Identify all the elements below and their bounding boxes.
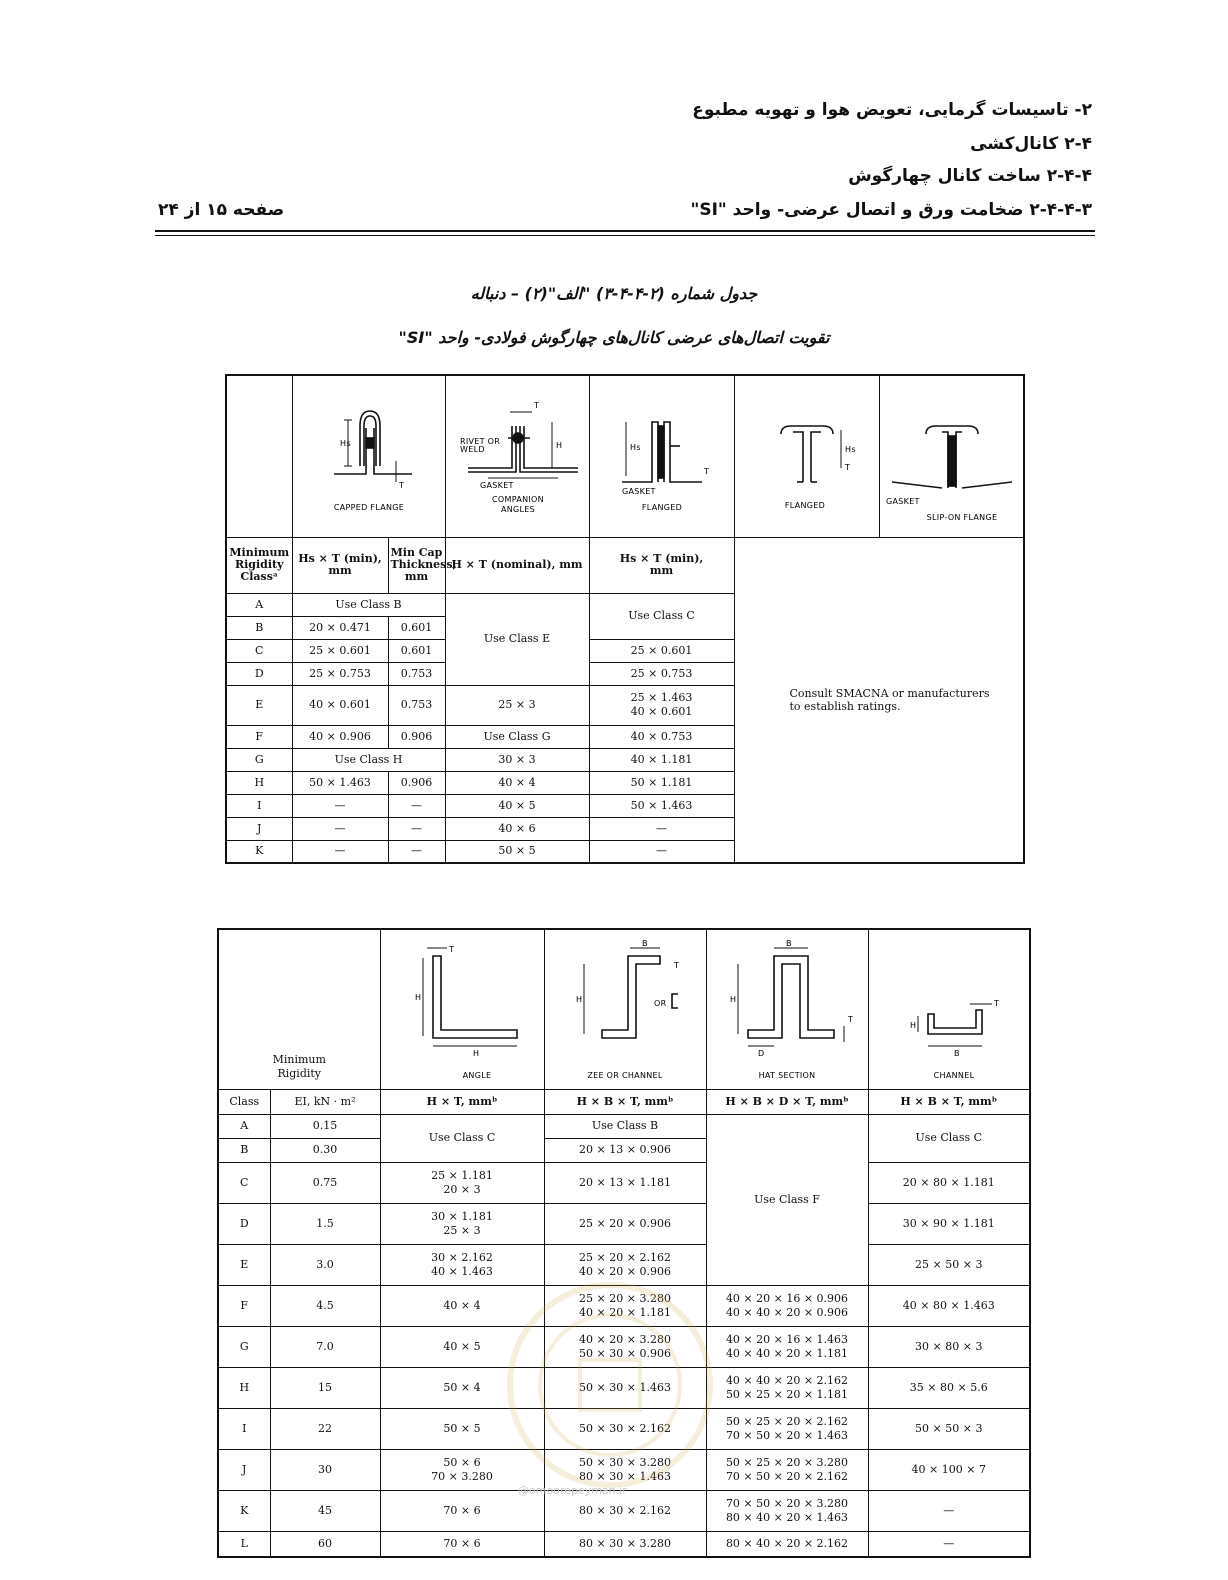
table-cell: 0.30 [270, 1138, 380, 1162]
angle-h2-label: H [473, 1049, 480, 1059]
capped-hs-label: Hs [339, 439, 351, 449]
flanged-label: FLANGED [641, 503, 682, 513]
table-cell: 0.753 [388, 662, 445, 685]
flanged-gasket-label: GASKET [621, 487, 656, 497]
table-cell: 50 × 30 × 3.280 80 × 30 × 1.463 [544, 1449, 706, 1490]
table-row [218, 1244, 1030, 1285]
slipon-label: SLIP-ON FLANGE [926, 513, 997, 523]
table-cell: — [589, 840, 734, 863]
table-cell: 25 × 0.601 [292, 639, 388, 662]
table-cell: 25 × 20 × 2.162 40 × 20 × 0.906 [544, 1244, 706, 1285]
table-cell: 25 × 1.463 40 × 0.601 [589, 685, 734, 725]
table-cell: — [388, 840, 445, 863]
table-cell: 40 × 6 [445, 817, 589, 840]
table-cell: I [218, 1408, 270, 1449]
table-cell: — [388, 794, 445, 817]
table-row [218, 1367, 1030, 1408]
table-cell: A [226, 593, 292, 616]
table-cell: E [226, 685, 292, 725]
table-cell: H [226, 771, 292, 794]
table-cell: G [218, 1326, 270, 1367]
table-cell: Use Class C [589, 593, 734, 639]
table-cell: 22 [270, 1408, 380, 1449]
figure-flanged [589, 375, 734, 537]
capped-t-label: T [398, 481, 404, 491]
table-cell: 0.15 [270, 1114, 380, 1138]
figure-companion-angles [445, 375, 589, 537]
flanged-t-label: T [703, 467, 709, 477]
figure-capped-flange [292, 375, 445, 537]
rivet-label-2: WELD [459, 445, 485, 455]
table-cell: J [226, 817, 292, 840]
table-cell: — [589, 817, 734, 840]
table-cell: 40 × 0.601 [292, 685, 388, 725]
table-cell: 80 × 40 × 20 × 2.162 [706, 1531, 868, 1557]
table-cell: — [292, 794, 388, 817]
table-cell: 30 × 90 × 1.181 [868, 1203, 1030, 1244]
table-row [218, 1114, 1030, 1138]
flanged2-t-label: T [844, 463, 850, 473]
table-cell: 7.0 [270, 1326, 380, 1367]
table-cell: 30 [270, 1449, 380, 1490]
table-cell: B [226, 616, 292, 639]
table-cell: 40 × 4 [380, 1285, 544, 1326]
table-cell: 3.0 [270, 1244, 380, 1285]
figure-angle [380, 929, 544, 1089]
table-subtitle: تقویت اتصال‌های عرضی کانال‌های چهارگوش فولادی- واحد "SI" [398, 328, 830, 347]
table-cell: 40 × 80 × 1.463 [868, 1285, 1030, 1326]
table-cell: 25 × 0.753 [292, 662, 388, 685]
table-cell: B [218, 1138, 270, 1162]
table-cell: 30 × 3 [445, 748, 589, 771]
table-cell: 40 × 4 [445, 771, 589, 794]
table-cell: 25 × 20 × 0.906 [544, 1203, 706, 1244]
header-flanged-hs-t: Hs × T (min), mm [589, 537, 734, 593]
channel-t-label: T [993, 999, 999, 1009]
table-cell: 1.5 [270, 1203, 380, 1244]
table-cell: 50 × 1.463 [292, 771, 388, 794]
blank-corner [226, 375, 292, 537]
header-line-3: ۲-۴-۴ ساخت کانال چهارگوش [848, 166, 1092, 186]
table-cell: — [292, 840, 388, 863]
table-cell: C [226, 639, 292, 662]
table-cell: 50 × 25 × 20 × 2.162 70 × 50 × 20 × 1.463 [706, 1408, 868, 1449]
header-angle: H × T, mmᵇ [380, 1089, 544, 1114]
table-cell: F [226, 725, 292, 748]
table-cell: 40 × 100 × 7 [868, 1449, 1030, 1490]
table-cell: Use Class B [544, 1114, 706, 1138]
flanged2-label: FLANGED [784, 501, 825, 511]
channel-h-label: H [909, 1021, 917, 1031]
table-cell: 50 × 5 [445, 840, 589, 863]
table-cell: 40 × 20 × 16 × 1.463 40 × 40 × 20 × 1.181 [706, 1326, 868, 1367]
table-cell: 20 × 0.471 [292, 616, 388, 639]
table-cell: 50 × 4 [380, 1367, 544, 1408]
table-cell: 50 × 1.181 [589, 771, 734, 794]
flanged-hs-label: Hs [629, 443, 641, 453]
header-capped-hs-t: Hs × T (min), mm [292, 537, 388, 593]
zee-b-label: B [642, 939, 648, 949]
table-cell: Use Class C [380, 1114, 544, 1162]
companion-label-2: ANGLES [500, 505, 535, 515]
header-ei: EI, kN · m² [270, 1089, 380, 1114]
table-cell: 40 × 5 [380, 1326, 544, 1367]
table-cell: 50 × 5 [380, 1408, 544, 1449]
table-cell: 40 × 20 × 16 × 0.906 40 × 40 × 20 × 0.906 [706, 1285, 868, 1326]
table-row [218, 1326, 1030, 1367]
table-cell: K [226, 840, 292, 863]
table-cell: 40 × 20 × 3.280 50 × 30 × 0.906 [544, 1326, 706, 1367]
table-cell: 0.753 [388, 685, 445, 725]
header-channel: H × B × T, mmᵇ [868, 1089, 1030, 1114]
table-cell: 20 × 13 × 1.181 [544, 1162, 706, 1203]
table-cell: 0.75 [270, 1162, 380, 1203]
table-cell: F [218, 1285, 270, 1326]
hat-d-label: D [758, 1049, 765, 1059]
table-cell: 50 × 30 × 1.463 [544, 1367, 706, 1408]
table-cell: 45 [270, 1490, 380, 1531]
table-row [218, 1531, 1030, 1557]
table-cell: 25 × 3 [445, 685, 589, 725]
table-cell: D [226, 662, 292, 685]
table-cell: 50 × 30 × 2.162 [544, 1408, 706, 1449]
table-cell: 20 × 13 × 0.906 [544, 1138, 706, 1162]
angle-t-label: T [449, 945, 455, 955]
table-cell: 40 × 1.181 [589, 748, 734, 771]
hat-h-label: H [730, 995, 737, 1005]
table-row [218, 1203, 1030, 1244]
consult-note: Consult SMACNA or manufacturers to establish ratings. [734, 537, 1024, 863]
table-title: جدول شماره (۲-۴-۴-۳) "الف"(۲) – دنباله [470, 284, 758, 303]
flanged2-hs-label: Hs [844, 445, 856, 455]
table-cell: 50 × 25 × 20 × 3.280 70 × 50 × 20 × 2.162 [706, 1449, 868, 1490]
companion-t-label: T [533, 401, 539, 411]
table-cell: 25 × 50 × 3 [868, 1244, 1030, 1285]
table-cell: — [868, 1490, 1030, 1531]
table-cell: 25 × 0.753 [589, 662, 734, 685]
header-min-rigidity-class: Minimum Rigidity Classᵃ [226, 537, 292, 593]
table-cell: — [868, 1531, 1030, 1557]
header-class: Class [218, 1089, 270, 1114]
table-cell: Use Class C [868, 1114, 1030, 1162]
table-cell: 70 × 6 [380, 1531, 544, 1557]
table-cell: 40 × 40 × 20 × 2.162 50 × 25 × 20 × 1.181 [706, 1367, 868, 1408]
hat-b-label: B [786, 939, 792, 949]
table-cell: 15 [270, 1367, 380, 1408]
table-cell: 70 × 50 × 20 × 3.280 80 × 40 × 20 × 1.463 [706, 1490, 868, 1531]
companion-h-label: H [555, 441, 562, 451]
table-cell: — [388, 817, 445, 840]
channel-b-label: B [953, 1049, 960, 1059]
hat-label: HAT SECTION [758, 1071, 816, 1081]
table-cell: — [292, 817, 388, 840]
table-cell: I [226, 794, 292, 817]
header-line-4: ۲-۴-۴-۳ ضخامت ورق و اتصال عرضی- واحد "SI" [690, 200, 1092, 220]
table-cell: E [218, 1244, 270, 1285]
min-rigidity-heading: Minimum Rigidity [218, 929, 380, 1089]
zee-label: ZEE OR CHANNEL [587, 1071, 663, 1081]
table-cell: 80 × 30 × 3.280 [544, 1531, 706, 1557]
table-cell: 50 × 50 × 3 [868, 1408, 1030, 1449]
table-cell: Use Class G [445, 725, 589, 748]
table-cell: L [218, 1531, 270, 1557]
channel-label: CHANNEL [933, 1071, 975, 1081]
table-cell: 30 × 1.181 25 × 3 [380, 1203, 544, 1244]
table-cell: 0.601 [388, 639, 445, 662]
intermediate-reinforcement-table [217, 928, 1031, 1558]
table-cell: 40 × 0.753 [589, 725, 734, 748]
watermark-text: @omoorepeyman.ir [518, 1484, 627, 1497]
table-cell: 40 × 0.906 [292, 725, 388, 748]
capped-flange-label: CAPPED FLANGE [333, 503, 404, 513]
table-row [218, 1408, 1030, 1449]
table-cell: K [218, 1490, 270, 1531]
hat-t-label: T [848, 1015, 854, 1025]
figure-zee-channel [544, 929, 706, 1089]
header-hat: H × B × D × T, mmᵇ [706, 1089, 868, 1114]
table-cell: 50 × 1.463 [589, 794, 734, 817]
header-line-1: ۲- تاسیسات گرمایی، تعویض هوا و تهویه مطبوع [692, 100, 1092, 120]
zee-h-label: H [576, 995, 583, 1005]
table-cell: H [218, 1367, 270, 1408]
table-cell: 25 × 1.181 20 × 3 [380, 1162, 544, 1203]
table-cell: 0.601 [388, 616, 445, 639]
table-cell: 4.5 [270, 1285, 380, 1326]
slipon-gasket-label: GASKET [885, 497, 920, 507]
table-row [218, 1162, 1030, 1203]
companion-label-1: COMPANION [491, 495, 544, 505]
table-cell: C [218, 1162, 270, 1203]
zee-t-label: T [674, 961, 680, 971]
table-cell: 35 × 80 × 5.6 [868, 1367, 1030, 1408]
table-cell: Use Class B [292, 593, 445, 616]
rivet-label-1: RIVET OR [459, 437, 500, 447]
table-cell: 60 [270, 1531, 380, 1557]
table-cell: D [218, 1203, 270, 1244]
table-cell: J [218, 1449, 270, 1490]
table-cell: 50 × 6 70 × 3.280 [380, 1449, 544, 1490]
header-rule [155, 230, 1095, 232]
header-rule-thin [155, 235, 1095, 236]
table-cell: 40 × 5 [445, 794, 589, 817]
transverse-joint-table [225, 374, 1025, 864]
header-min-cap-thickness: Min Cap Thickness, mm [388, 537, 445, 593]
table-row [218, 1285, 1030, 1326]
figure-hat-section [706, 929, 868, 1089]
table-cell: Use Class E [445, 593, 589, 685]
figure-flanged-2 [734, 375, 879, 537]
angle-h-label: H [415, 993, 422, 1003]
header-zee: H × B × T, mmᵇ [544, 1089, 706, 1114]
table-cell: 20 × 80 × 1.181 [868, 1162, 1030, 1203]
header-companion-h-t: H × T (nominal), mm [445, 537, 589, 593]
angle-label: ANGLE [462, 1071, 492, 1081]
table-cell: A [218, 1114, 270, 1138]
table-cell: 25 × 0.601 [589, 639, 734, 662]
table-cell: 0.906 [388, 725, 445, 748]
table-cell: 30 × 2.162 40 × 1.463 [380, 1244, 544, 1285]
zee-or-label: OR [654, 999, 667, 1009]
table-cell: 30 × 80 × 3 [868, 1326, 1030, 1367]
companion-gasket-label: GASKET [479, 481, 514, 491]
figure-channel [868, 929, 1030, 1089]
table-cell: 25 × 20 × 3.280 40 × 20 × 1.181 [544, 1285, 706, 1326]
table-cell: 80 × 30 × 2.162 [544, 1490, 706, 1531]
header-line-2: ۲-۴ کانال‌کشی [970, 134, 1092, 154]
table-cell: 0.906 [388, 771, 445, 794]
table-cell: Use Class H [292, 748, 445, 771]
table-cell: Use Class F [706, 1114, 868, 1285]
page-number: صفحه ۱۵ از ۲۴ [158, 200, 285, 220]
table-cell: 70 × 6 [380, 1490, 544, 1531]
figure-slip-on-flange [879, 375, 1024, 537]
table-cell: G [226, 748, 292, 771]
